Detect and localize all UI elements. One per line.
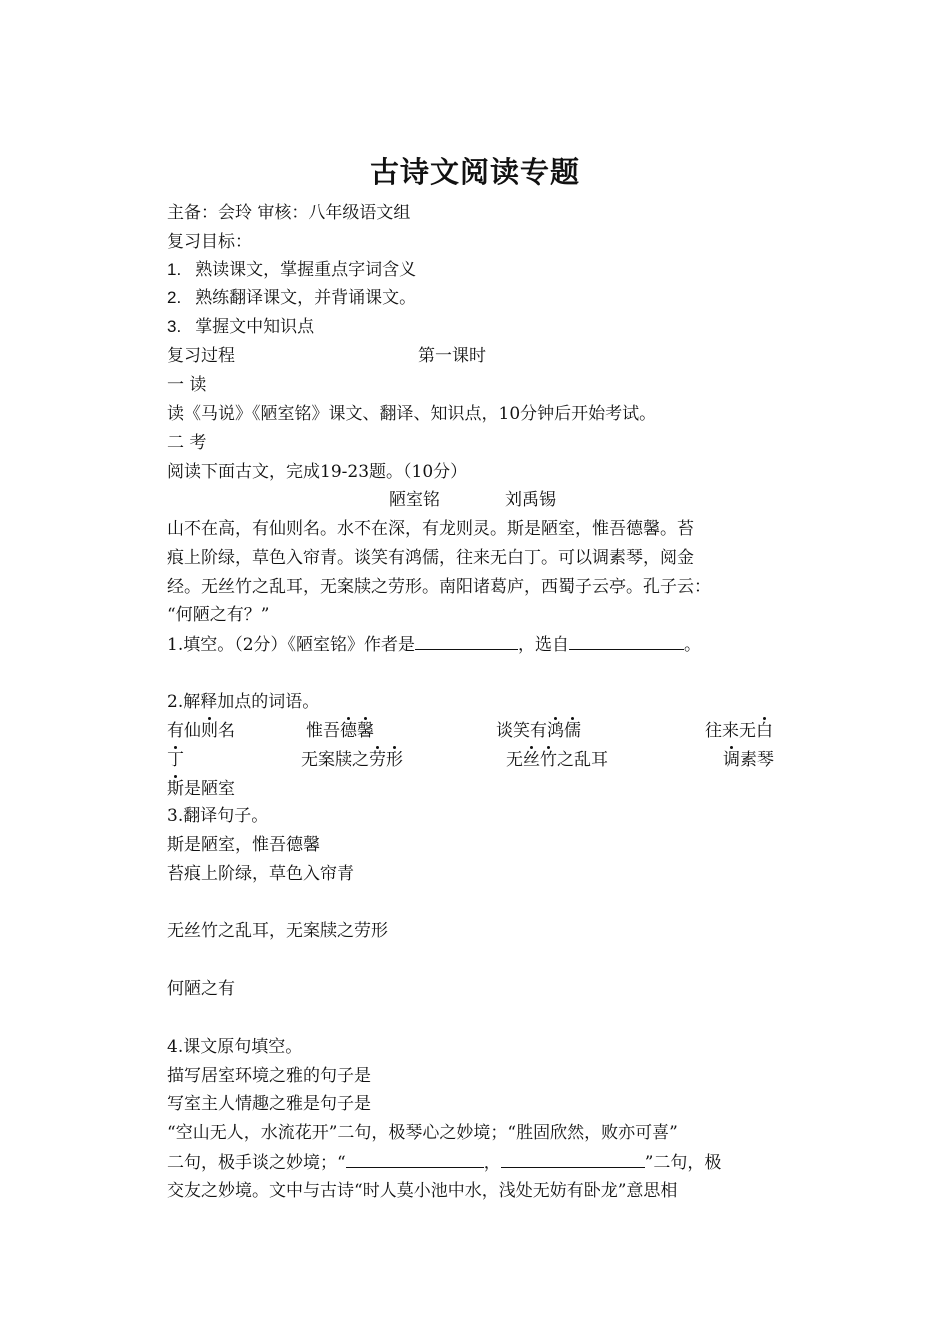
- fill-text: ，: [483, 1153, 501, 1173]
- question-three: 3.翻译句子。: [167, 806, 269, 826]
- question-one-mid: ，选自: [518, 635, 570, 655]
- fill-line: 描写居室环境之雅的句子是: [167, 1066, 371, 1086]
- fill-line: 写室主人情趣之雅是句子是: [167, 1094, 371, 1114]
- section-one-heading: 一 读: [167, 375, 207, 395]
- vocab-item: 调素琴: [723, 750, 774, 770]
- goal-item: [167, 316, 314, 338]
- vocab-row: [167, 778, 235, 800]
- vocab-item: 谈笑有鸿儒: [496, 721, 581, 741]
- section-two-heading: 二 考: [167, 433, 207, 453]
- quote-blank-two[interactable]: [501, 1151, 645, 1168]
- passage-line: 痕上阶绿，草色入帘青。谈笑有鸿儒，往来无白丁。可以调素琴，阅金: [167, 548, 694, 568]
- vocab-item: 惟吾德馨: [306, 721, 374, 741]
- goal-item: [167, 259, 416, 281]
- process-label: 复习过程: [167, 346, 235, 366]
- quote-blank-one[interactable]: [346, 1151, 484, 1168]
- goal-item: [167, 287, 416, 309]
- question-one: [167, 633, 701, 656]
- vocab-item: 有仙则名: [167, 721, 235, 741]
- poem-author: 刘禹锡: [505, 490, 556, 510]
- author-blank[interactable]: [415, 633, 518, 650]
- question-four: 4.课文原句填空。: [167, 1037, 303, 1057]
- poem-title: 陋室铭: [389, 490, 440, 510]
- fill-paragraph-line: “空山无人，水流花开”二句，极琴心之妙境；“胜固欣然，败亦可喜”: [167, 1123, 678, 1143]
- fill-paragraph-line: [167, 1151, 721, 1174]
- page-title: 古诗文阅读专题: [369, 155, 580, 189]
- lesson-label: 第一课时: [418, 346, 486, 366]
- fill-text: 二句，极手谈之妙境；“: [167, 1153, 346, 1173]
- goals-heading: 复习目标：: [167, 232, 252, 252]
- translation-item: 苔痕上阶绿，草色入帘青: [167, 864, 354, 884]
- translation-item: 无丝竹之乱耳，无案牍之劳形: [167, 921, 388, 941]
- vocab-item: 斯是陋室: [167, 779, 235, 799]
- passage-line: “何陋之有？”: [167, 605, 270, 625]
- passage-line: 经。无丝竹之乱耳，无案牍之劳形。南阳诸葛庐，西蜀子云亭。孔子云：: [167, 577, 711, 597]
- instructions: 阅读下面古文，完成19-23题。（10分）: [167, 462, 468, 482]
- goal-number: 1.: [167, 260, 182, 279]
- fill-paragraph-line: 交友之妙境。文中与古诗“时人莫小池中水，浅处无妨有卧龙”意思相: [167, 1181, 678, 1201]
- translation-item: 何陋之有: [167, 979, 235, 999]
- goal-number: 2.: [167, 288, 182, 307]
- translation-item: 斯是陋室，惟吾德馨: [167, 835, 320, 855]
- goal-text: 熟练翻译课文，并背诵课文。: [195, 288, 417, 308]
- passage-line: 山不在高，有仙则名。水不在深，有龙则灵。斯是陋室，惟吾德馨。苔: [167, 519, 694, 539]
- fill-text: ”二句，极: [644, 1153, 722, 1173]
- section-one-text: 读《马说》《陋室铭》课文、翻译、知识点，10分钟后开始考试。: [167, 404, 657, 424]
- goal-number: 3.: [167, 317, 182, 336]
- vocab-item: 往来无白: [705, 721, 773, 741]
- author-line: 主备：会玲 审核：八年级语文组: [167, 203, 411, 223]
- vocab-item: 无案牍之劳形: [301, 750, 403, 770]
- vocab-item: 无丝竹之乱耳: [506, 750, 608, 770]
- question-one-end: 。: [684, 635, 702, 655]
- question-one-prompt: 1.填空。（2分）《陋室铭》作者是: [167, 635, 416, 655]
- question-two: 2.解释加点的词语。: [167, 692, 320, 712]
- vocab-item: 丁: [167, 750, 184, 770]
- goal-text: 熟读课文，掌握重点字词含义: [195, 260, 417, 280]
- source-blank[interactable]: [569, 633, 684, 650]
- goal-text: 掌握文中知识点: [195, 317, 315, 337]
